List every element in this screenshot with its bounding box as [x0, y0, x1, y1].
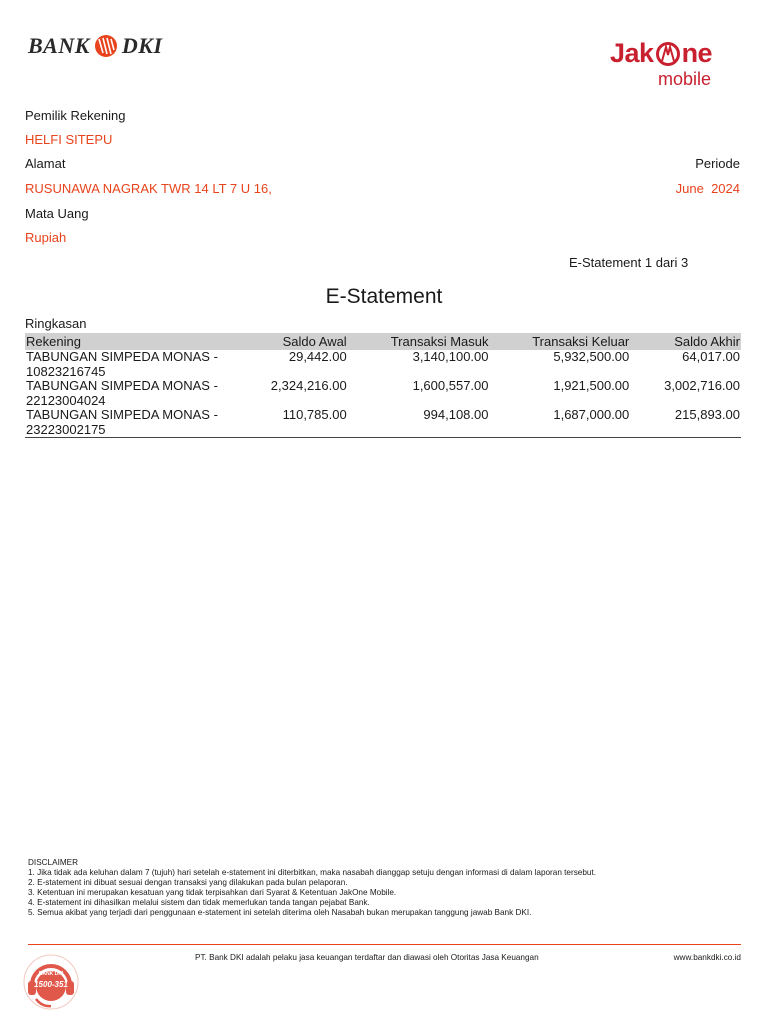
debit-total: 1,921,500.00	[553, 378, 630, 393]
website-link[interactable]: www.bankdki.co.id	[673, 953, 741, 962]
account-number: 22123004024	[26, 392, 106, 408]
account-cell	[25, 379, 237, 408]
credit-total: 994,108.00	[423, 407, 489, 422]
owner-value: HELFI SITEPU	[25, 132, 113, 147]
col-header-account: Rekening	[26, 334, 81, 349]
closing-balance: 64,017.00	[682, 349, 740, 364]
disclaimer-title: DISCLAIMER	[28, 858, 79, 867]
address-label: Alamat	[25, 156, 66, 171]
bank-logo-left: BANK	[28, 33, 90, 58]
period-label: Periode	[695, 156, 740, 171]
bank-dki-emblem-icon	[93, 33, 119, 59]
col-header-credit: Transaksi Masuk	[390, 334, 489, 349]
account-name: TABUNGAN SIMPEDA MONAS -	[26, 349, 218, 364]
jakone-mobile-text: mobile	[658, 69, 712, 89]
disclaimer-item: 1. Jika tidak ada keluhan dalam 7 (tujuh) hari setelah e-statement ini diterbitkan, maka nasabah dianggap setuju dengan informasi di dalam laporan tersebut.	[28, 868, 597, 877]
disclaimer-item: 5. Semua akibat yang terjadi dari penggunaan e-statement ini setelah diterima oleh Nasabah bukan merupakan tanggung jawab Bank DKI.	[28, 908, 532, 917]
closing-balance: 3,002,716.00	[664, 378, 740, 393]
disclaimer-item: 3. Ketentuan ini merupakan kesatuan yang tidak terpisahkan dari Syarat & Ketentuan JakOne Mobile.	[28, 888, 397, 897]
callcenter-number: 1500-351	[34, 980, 68, 989]
callcenter-badge	[22, 953, 80, 1011]
jakone-part2: ne	[681, 38, 713, 68]
owner-label: Pemilik Rekening	[25, 108, 126, 123]
bank-dki-logo	[28, 33, 163, 59]
summary-header-row	[25, 333, 741, 350]
jakone-mobile-logo	[610, 38, 740, 92]
closing-balance: 215,893.00	[674, 407, 740, 422]
account-name: TABUNGAN SIMPEDA MONAS -	[26, 378, 218, 393]
account-cell	[25, 408, 237, 438]
opening-balance: 29,442.00	[288, 349, 347, 364]
opening-balance: 110,785.00	[282, 407, 347, 422]
jakone-part1: Jak	[610, 38, 654, 68]
summary-section-label: Ringkasan	[25, 316, 87, 331]
page-indicator: E-Statement 1 dari 3	[569, 255, 689, 270]
credit-total: 1,600,557.00	[412, 378, 489, 393]
credit-total: 3,140,100.00	[412, 349, 489, 364]
page-title: E-Statement	[325, 285, 443, 308]
disclaimer-item: 2. E-statement ini dibuat sesuai dengan transaksi yang dilakukan pada bulan pelaporan.	[28, 878, 348, 887]
account-number: 10823216745	[26, 363, 106, 379]
disclaimer	[28, 858, 728, 918]
footer-divider	[28, 944, 741, 945]
account-number: 23223002175	[26, 421, 106, 437]
table-row	[25, 408, 741, 438]
col-header-debit: Transaksi Keluar	[532, 334, 630, 349]
address-value: RUSUNAWA NAGRAK TWR 14 LT 7 U 16,	[25, 181, 272, 196]
jakone-o-emblem-icon	[655, 41, 681, 67]
account-cell	[25, 350, 237, 379]
period-value: June 2024	[675, 181, 740, 196]
account-name: TABUNGAN SIMPEDA MONAS -	[26, 407, 218, 422]
disclaimer-item: 4. E-statement ini dihasilkan melalui sistem dan tidak memerlukan tanda tangan pejabat Bank.	[28, 898, 370, 907]
debit-total: 5,932,500.00	[553, 349, 630, 364]
opening-balance: 2,324,216.00	[270, 378, 347, 393]
currency-value: Rupiah	[25, 230, 67, 245]
callcenter-brand: BANK DKI	[38, 971, 64, 977]
col-header-opening: Saldo Awal	[282, 334, 347, 349]
debit-total: 1,687,000.00	[553, 407, 630, 422]
currency-label: Mata Uang	[25, 206, 89, 221]
table-row	[25, 379, 741, 408]
col-header-closing: Saldo Akhir	[674, 334, 740, 349]
summary-table	[25, 333, 741, 438]
regulator-text: PT. Bank DKI adalah pelaku jasa keuangan terdaftar dan diawasi oleh Otoritas Jasa Keuangan	[195, 953, 539, 962]
bank-logo-right: DKI	[121, 33, 163, 58]
table-row	[25, 350, 741, 379]
